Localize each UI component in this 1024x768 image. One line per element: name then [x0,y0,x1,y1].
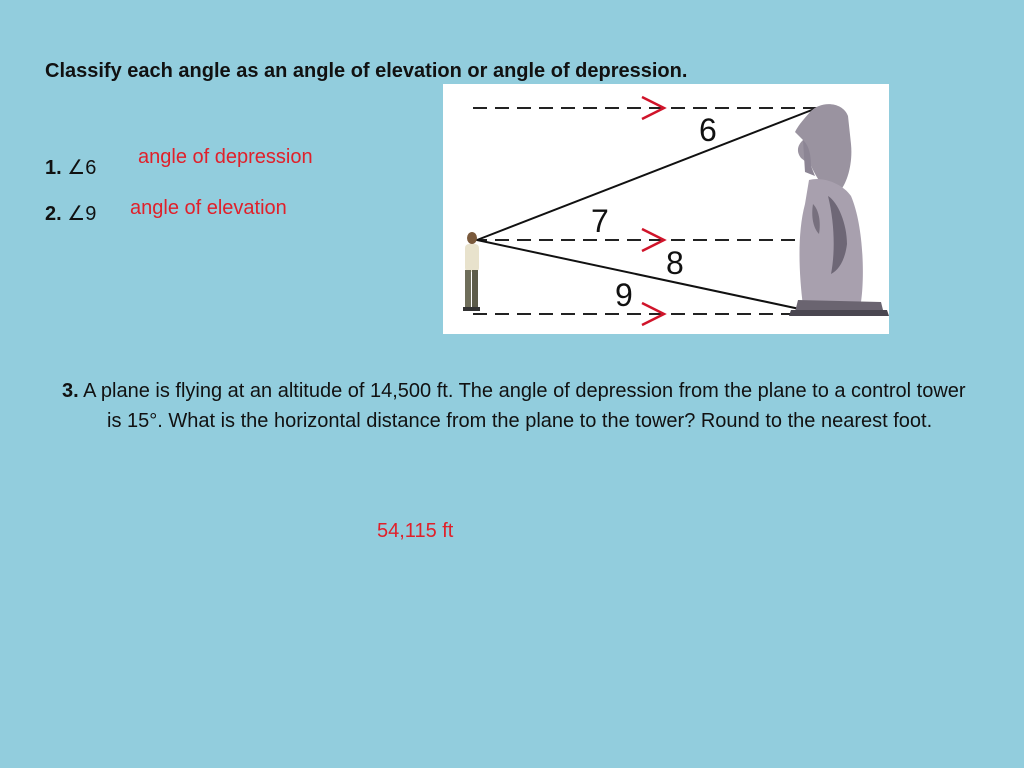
angle-label-8: 8 [666,245,684,281]
moai-statue [789,104,889,316]
question-1-angle: 6 [85,157,97,179]
angle-symbol: ∠ [67,157,86,179]
question-2-answer: angle of elevation [130,197,287,219]
sight-line-down [477,240,823,314]
problem-3-text: A plane is flying at an altitude of 14,500 ft. The angle of depression from the plane to a control tower is 15°. What is the horizontal distance from the plane to the tower? Round to the nearest foot. [83,380,966,432]
problem-3-answer: 54,115 ft [377,520,454,542]
question-2-angle: 9 [85,203,97,225]
angle-diagram-svg [443,84,889,334]
angle-symbol: ∠ [67,203,86,225]
angle-label-6: 6 [699,112,717,148]
question-1-answer: angle of depression [138,146,313,168]
slide-title: Classify each angle as an angle of elevation or angle of depression. [45,60,688,82]
question-2-number: 2. [45,203,62,225]
question-2 [45,201,96,226]
question-1-number: 1. [45,157,62,179]
angle-diagram [443,84,889,334]
angle-label-9: 9 [615,277,633,313]
sight-line-up [477,108,817,240]
person-figure [463,232,480,311]
question-1 [45,155,96,180]
problem-3 [62,376,977,436]
problem-3-number: 3. [62,380,79,402]
angle-label-7: 7 [591,203,609,239]
